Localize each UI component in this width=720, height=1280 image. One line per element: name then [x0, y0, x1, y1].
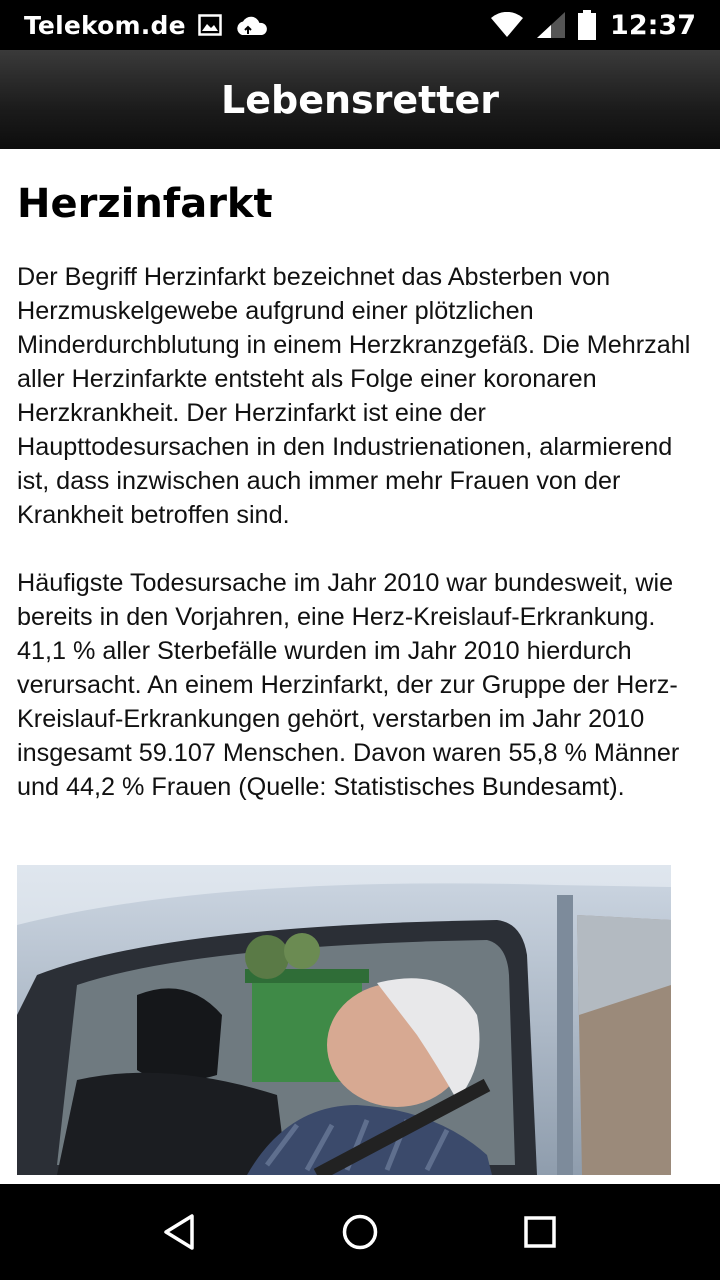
- battery-icon: [578, 10, 596, 40]
- app-bar: [0, 50, 720, 149]
- article-content[interactable]: [0, 149, 720, 1184]
- home-icon[interactable]: [325, 1197, 395, 1267]
- status-bar: [0, 0, 720, 50]
- carrier-name: Telekom.de: [24, 10, 186, 40]
- article-photo: [17, 865, 671, 1175]
- app-title: Lebensretter: [221, 77, 499, 122]
- signal-icon: [536, 11, 566, 39]
- wifi-icon: [490, 12, 524, 38]
- car-photo-illustration: [17, 865, 671, 1175]
- cloud-icon: [234, 14, 270, 36]
- back-icon[interactable]: [145, 1197, 215, 1267]
- article-heading: Herzinfarkt: [17, 181, 273, 227]
- recents-icon[interactable]: [505, 1197, 575, 1267]
- image-icon: [198, 14, 222, 36]
- clock: 12:37: [610, 9, 696, 41]
- article-paragraph: Häufigste Todesursache im Jahr 2010 war bundesweit, wie bereits in den Vorjahren, eine Herz-Kreislauf-Erkrankung. 41,1 % aller Sterbefälle wurden im Jahr 2010 hierdurch verursacht. An einem Herzinfarkt, der zur Gruppe der Herz-Kreislauf-Erkrankungen gehört, verstarben im Jahr 2010 insgesamt 59.107 Menschen. Davon waren 55,8 % Männer und 44,2 % Frauen (Quelle: Statistisches Bundesamt).: [17, 569, 680, 801]
- navigation-bar: [0, 1184, 720, 1280]
- article-paragraph: Der Begriff Herzinfarkt bezeichnet das Absterben von Herzmuskelgewebe aufgrund einer plötzlichen Minderdurchblutung in einem Herzkranzgefäß. Die Mehrzahl aller Herzinfarkte entsteht als Folge einer koronaren Herzkrankheit. Der Herzinfarkt ist eine der Haupttodesursachen in den Industrienationen, alarmierend ist, dass inzwischen auch immer mehr Frauen von der Krankheit betroffen sind.: [17, 263, 691, 529]
